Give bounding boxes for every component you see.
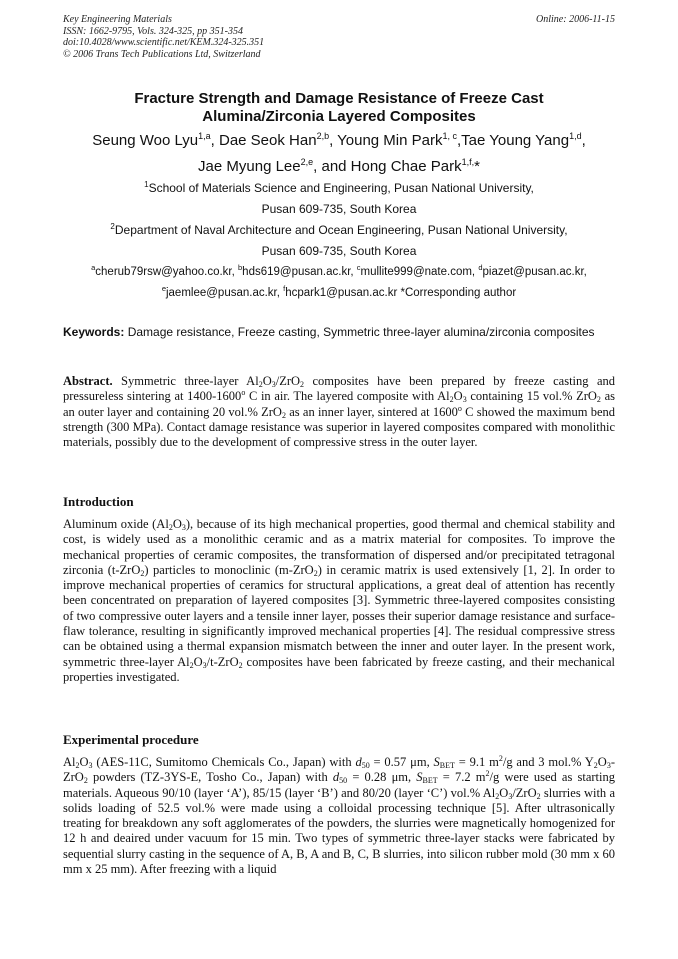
symbol-d50: d xyxy=(332,770,340,785)
affil-num: 2 xyxy=(110,222,115,231)
abstract-label: Abstract. xyxy=(63,374,113,388)
author-line-2 xyxy=(55,154,623,180)
body-text: Aluminum oxide (Al xyxy=(63,517,169,531)
affil-text: Department of Naval Architecture and Ocean Engineering, Pusan National University, xyxy=(114,223,568,237)
subscript: 2 xyxy=(536,791,541,801)
journal-header xyxy=(63,14,264,60)
author-line-1 xyxy=(55,128,623,154)
subscript: 2 xyxy=(189,660,194,670)
subscript: 2 xyxy=(281,410,286,420)
affiliations xyxy=(55,178,623,262)
subscript: 2 xyxy=(300,380,305,389)
copyright-line: © 2006 Trans Tech Publications Ltd, Switzerland xyxy=(63,48,261,60)
abstract-text: composites have been prepared by freeze casting and pressureless sintering at 1400-1600 xyxy=(63,374,615,404)
email-link[interactable]: cherub79rsw@yahoo.co.kr, xyxy=(95,266,238,278)
body-text: O xyxy=(79,755,89,769)
body-text: = 9.1 m xyxy=(454,755,499,769)
subscript: 2 xyxy=(495,791,500,801)
email-sup: d xyxy=(478,263,483,272)
keywords-text: Damage resistance, Freeze casting, Symmetric three-layer alumina/zirconia composites xyxy=(124,325,595,339)
abstract-text: Symmetric three-layer Al xyxy=(112,374,259,388)
title-line-1: Fracture Strength and Damage Resistance of Freeze Cast xyxy=(134,90,544,107)
section-heading-experimental: Experimental procedure xyxy=(63,732,199,747)
email-sup: f xyxy=(283,284,286,293)
subscript: 2 xyxy=(593,761,598,770)
online-date xyxy=(536,14,615,26)
email-sup: e xyxy=(161,284,166,293)
body-text: slurries with a solids loading of 52.5 vol.% were made using a colloidal processing technique [5]. After ultrasonically treating for breakdown any soft agglomerates of the powders, the slurries were magnetically homogenized for 12 h and deaired under vacuum for 15 min. Two types of symmetric three-layer stacks were fabricated by sequential slurry casting in the sequence of A, B, A and B, C, B slurries, into silicon rubber mold (30 mm x 60 mm x 25 mm). After freezing with a liquid xyxy=(63,785,615,877)
body-text: (AES-11C, Sumitomo Chemicals Co., Japan) with xyxy=(92,755,356,769)
abstract-text: containing 15 vol.% ZrO xyxy=(466,389,597,404)
body-text: O xyxy=(193,654,203,669)
email-link[interactable]: mullite999@nate.com, xyxy=(360,266,479,278)
body-text: -ZrO xyxy=(63,755,615,785)
body-text: = 0.57 μm, xyxy=(369,755,434,769)
email-link[interactable]: hds619@pusan.ac.kr, xyxy=(242,266,357,278)
author-name: Jae Myung Lee xyxy=(198,158,301,175)
body-text: /g and 3 mol.% Y xyxy=(502,755,594,769)
email-link[interactable]: hcpark1@pusan.ac.kr *Corresponding author xyxy=(285,287,517,299)
author-name: , and Hong Chae Park xyxy=(313,158,462,175)
body-text: ), because of its high mechanical properties, good thermal and chemical stability and cost, is widely used as a monolithic ceramic and as a matrix material for composites. To improve the mechanical properties of ceramic composites, the transformation of dispersed and/or precipitated tetragonal zirconia (t-ZrO xyxy=(63,517,616,577)
body-text: O xyxy=(499,785,509,800)
abstract-text: O xyxy=(262,374,272,388)
author-affil-sup: 2,e xyxy=(300,157,314,167)
section-heading-introduction: Introduction xyxy=(63,494,134,509)
author-affil-sup: 1,d xyxy=(569,131,582,141)
introduction-paragraph xyxy=(63,517,615,685)
abstract-text: /ZrO xyxy=(275,374,301,388)
subscript: 2 xyxy=(313,568,318,578)
issn-line: ISSN: 1662-9795, Vols. 324-325, pp 351-354 xyxy=(63,25,243,37)
subscript: 3 xyxy=(508,791,513,801)
subscript: BET xyxy=(422,776,438,786)
subscript: 50 xyxy=(339,776,348,786)
subscript: 3 xyxy=(606,761,611,770)
symbol-d50: d xyxy=(355,755,362,769)
author-name: , Young Min Park xyxy=(329,132,443,149)
degree-sup: o xyxy=(457,403,462,413)
email-sup: a xyxy=(91,263,96,272)
doi-link[interactable]: doi:10.4028/www.scientific.net/KEM.324-325.351 xyxy=(63,37,265,48)
subscript: 2 xyxy=(596,395,601,405)
author-emails xyxy=(55,262,623,304)
affiliation-1-line-2: Pusan 609-735, South Korea xyxy=(261,202,417,216)
abstract xyxy=(63,374,615,450)
author-affil-sup: 1, c xyxy=(442,131,458,141)
body-text: /g were used as starting materials. Aqueous 90/10 (layer ‘A’), 85/15 (layer ‘B’) and 80/20 (layer ‘C’) vol.% Al xyxy=(63,770,616,800)
subscript: 2 xyxy=(258,380,263,389)
body-text: /t-ZrO xyxy=(206,654,239,669)
subscript: 2 xyxy=(449,395,454,405)
journal-name: Key Engineering Materials xyxy=(63,14,172,25)
online-date-text: Online: 2006-11-15 xyxy=(536,14,615,25)
paper-title xyxy=(63,90,615,126)
subscript: 2 xyxy=(168,523,173,532)
author-name: , Dae Seok Han xyxy=(210,132,317,149)
symbol-sbet: S xyxy=(433,755,440,769)
author-affil-sup: 1,a xyxy=(198,131,211,141)
subscript: 3 xyxy=(462,395,467,405)
email-sup: c xyxy=(356,263,361,272)
affil-num: 1 xyxy=(144,180,149,189)
abstract-text: as an inner layer, sintered at 1600 xyxy=(285,404,458,419)
keywords xyxy=(63,325,615,339)
subscript: 3 xyxy=(271,380,276,389)
superscript: 2 xyxy=(498,754,503,763)
email-link[interactable]: jaemlee@pusan.ac.kr, xyxy=(165,287,284,299)
subscript: 2 xyxy=(83,776,88,786)
degree-sup: o xyxy=(241,388,246,398)
body-text: O xyxy=(597,755,607,769)
abstract-text: O xyxy=(453,389,463,404)
subscript: 3 xyxy=(88,761,93,770)
body-text: O xyxy=(172,517,182,531)
body-text: composites have been fabricated by freeze casting, and their mechanical properties investigated. xyxy=(63,654,616,684)
symbol-sbet: S xyxy=(416,770,423,785)
body-text: /ZrO xyxy=(512,785,537,800)
affiliation-2-line-2: Pusan 609-735, South Korea xyxy=(261,244,417,258)
subscript: 2 xyxy=(238,660,243,670)
body-text: = 0.28 μm, xyxy=(347,770,417,785)
body-text: powders (TZ-3YS-E, Tosho Co., Japan) with xyxy=(87,770,333,785)
abstract-text: as an outer layer and containing 20 vol.% ZrO xyxy=(63,389,615,419)
affiliation-2-line-1 xyxy=(55,220,623,241)
email-sup: b xyxy=(238,263,243,272)
subscript: 2 xyxy=(140,568,145,578)
subscript: 3 xyxy=(202,660,207,670)
subscript: 50 xyxy=(361,761,370,770)
superscript: 2 xyxy=(485,769,490,779)
author-name: ,Tae Young Yang xyxy=(457,132,570,149)
subscript: 3 xyxy=(181,523,186,532)
body-text: Al xyxy=(63,755,76,769)
body-text: ) in ceramic matrix is used extensively [1, 2]. In order to improve mechanical properties of ceramics for structural applications, a great deal of attention has recently been concentrated on preparation of layered composites [3]. Symmetric three-layered composites consisting of two compressive outer layers and a tensile inner layer, posses their superior damage resistance and surface-flaw tolerance, resulting in significantly improved mechanical properties [4]. The residual compressive stress can be obtained using a thermal expansion mismatch between the inner and outer layer. In the present work, symmetric three-layer Al xyxy=(63,562,615,669)
email-line-1 xyxy=(55,262,623,283)
title-line-2: Alumina/Zirconia Layered Composites xyxy=(202,108,476,125)
email-line-2 xyxy=(55,283,623,304)
author-affil-sup: 2,b xyxy=(316,131,330,141)
author-separator: , xyxy=(581,132,586,149)
keywords-label: Keywords: xyxy=(63,325,125,339)
body-text: ) particles to monoclinic (m-ZrO xyxy=(144,562,314,577)
abstract-text: C showed the maximum bend strength (300 MPa). Contact damage resistance was superior in layered composites compared with monolithic materials, possibly due to the development of compressive stress in the outer layer. xyxy=(63,404,615,450)
abstract-text: C in air. The layered composite with Al xyxy=(245,389,450,404)
author-list xyxy=(55,128,623,180)
affil-text: School of Materials Science and Engineering, Pusan National University, xyxy=(148,181,534,195)
author-name: Seung Woo Lyu xyxy=(92,132,199,149)
experimental-paragraph xyxy=(63,755,615,877)
author-affil-sup: 1,f, xyxy=(461,157,475,167)
affiliation-1-line-1 xyxy=(55,178,623,199)
corresponding-star: * xyxy=(474,158,480,175)
subscript: BET xyxy=(439,761,455,770)
body-text: = 7.2 m xyxy=(437,770,486,785)
subscript: 2 xyxy=(75,761,80,770)
email-link[interactable]: piazet@pusan.ac.kr, xyxy=(482,266,587,278)
